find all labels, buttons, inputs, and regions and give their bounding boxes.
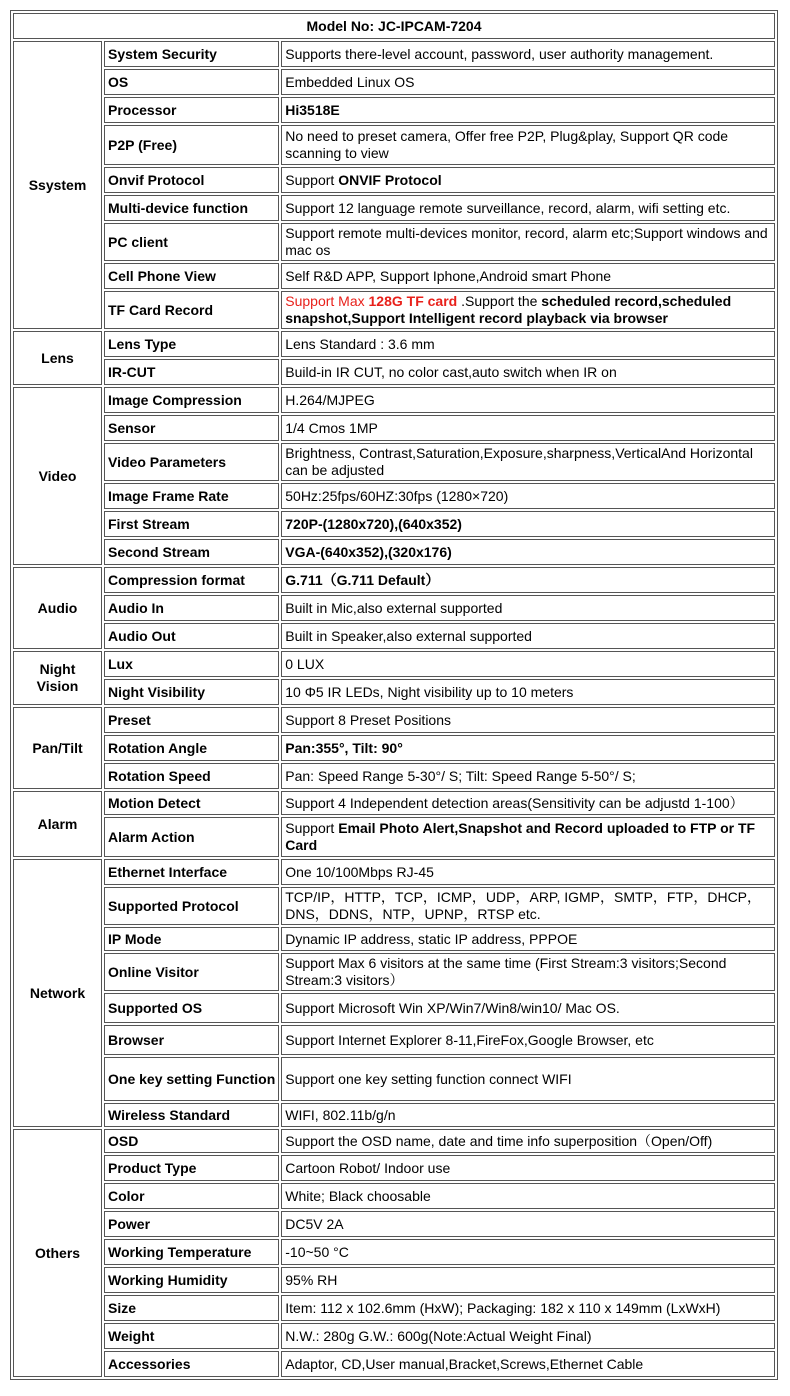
spec-value: [281, 1267, 775, 1293]
spec-value-text: DC5V 2A: [285, 1215, 344, 1232]
spec-value: [281, 511, 775, 537]
spec-parameter: One key setting Function: [104, 1057, 279, 1101]
spec-parameter: Compression format: [104, 567, 279, 593]
spec-parameter: Accessories: [104, 1351, 279, 1377]
spec-value: [281, 887, 775, 925]
spec-parameter: Video Parameters: [104, 443, 279, 481]
spec-value-text: Lens Standard : 3.6 mm: [285, 335, 435, 352]
spec-parameter: System Security: [104, 41, 279, 67]
spec-value-text: Support remote multi-devices monitor, record, alarm etc;Support windows and mac os: [285, 225, 768, 258]
spec-row: [13, 707, 775, 733]
spec-parameter: First Stream: [104, 511, 279, 537]
spec-value-text: ONVIF Protocol: [338, 171, 442, 188]
spec-parameter: Preset: [104, 707, 279, 733]
spec-value: [281, 735, 775, 761]
spec-parameter: Second Stream: [104, 539, 279, 565]
spec-value: [281, 359, 775, 385]
spec-value: [281, 595, 775, 621]
spec-value-text: No need to preset camera, Offer free P2P, Plug&play, Support QR code scanning to view: [285, 128, 729, 161]
spec-row: [13, 331, 775, 357]
spec-value-text: 1/4 Cmos 1MP: [285, 419, 378, 436]
spec-value: [281, 567, 775, 593]
spec-row: [13, 1267, 775, 1293]
spec-parameter: Sensor: [104, 415, 279, 441]
spec-value: [281, 69, 775, 95]
spec-parameter: TF Card Record: [104, 291, 279, 329]
spec-value: [281, 1211, 775, 1237]
model-title: Model No: JC-IPCAM-7204: [13, 13, 775, 39]
spec-value-text: Support one key setting function connect WIFI: [285, 1070, 572, 1087]
spec-value-text: -10~50 °C: [285, 1243, 349, 1260]
spec-row: [13, 125, 775, 165]
spec-value-text: Support: [285, 171, 339, 188]
spec-value-text: scheduled record,scheduled snapshot,Support Intelligent record playback via browser: [285, 293, 732, 326]
spec-row: [13, 993, 775, 1023]
spec-value: [281, 125, 775, 165]
spec-row: [13, 859, 775, 885]
spec-parameter: OS: [104, 69, 279, 95]
spec-value: [281, 483, 775, 509]
spec-parameter: Audio Out: [104, 623, 279, 649]
spec-row: [13, 483, 775, 509]
spec-row: [13, 223, 775, 261]
spec-row: [13, 511, 775, 537]
spec-parameter: Night Visibility: [104, 679, 279, 705]
spec-parameter: Browser: [104, 1025, 279, 1055]
spec-row: [13, 359, 775, 385]
spec-value-text: .Support the: [461, 293, 542, 309]
spec-value: [281, 195, 775, 221]
spec-value: [281, 1057, 775, 1101]
section-label: Pan/Tilt: [13, 707, 102, 789]
spec-value-text: Self R&D APP, Support Iphone,Android smart Phone: [285, 267, 612, 284]
spec-value-text: Support Max 6 visitors at the same time (First Stream:3 visitors;Second Stream:3 visitors）: [285, 955, 727, 988]
spec-value-text: TCP/IP，HTTP，TCP，ICMP，UDP，ARP, IGMP，SMTP，FTP，DHCP，DNS，DDNS，NTP，UPNP，RTSP etc.: [285, 889, 762, 922]
spec-value-text: Build-in IR CUT, no color cast,auto switch when IR on: [285, 363, 617, 380]
spec-value-text: Support: [285, 820, 339, 836]
spec-value: [281, 707, 775, 733]
spec-parameter: P2P (Free): [104, 125, 279, 165]
spec-value: [281, 763, 775, 789]
spec-parameter: Audio In: [104, 595, 279, 621]
spec-parameter: Ethernet Interface: [104, 859, 279, 885]
spec-value-text: 50Hz:25fps/60HZ:30fps (1280×720): [285, 487, 509, 504]
spec-value: [281, 679, 775, 705]
spec-parameter: Supported Protocol: [104, 887, 279, 925]
spec-parameter: Rotation Angle: [104, 735, 279, 761]
spec-value: [281, 993, 775, 1023]
spec-parameter: Product Type: [104, 1155, 279, 1181]
spec-row: [13, 595, 775, 621]
spec-parameter: Image Frame Rate: [104, 483, 279, 509]
section-label: Audio: [13, 567, 102, 649]
section-label: Lens: [13, 331, 102, 385]
spec-value-text: Brightness, Contrast,Saturation,Exposure,sharpness,VerticalAnd Horizontal can be adjusted: [285, 445, 753, 478]
section-label: Others: [13, 1129, 102, 1377]
spec-value-text: Hi3518E: [285, 101, 340, 118]
spec-value-text: Support Internet Explorer 8-11,FireFox,Google Browser, etc: [285, 1031, 654, 1048]
spec-row: [13, 791, 775, 815]
spec-row: [13, 735, 775, 761]
spec-value-text: One 10/100Mbps RJ-45: [285, 863, 434, 880]
spec-value: [281, 415, 775, 441]
spec-row: [13, 763, 775, 789]
spec-value: [281, 859, 775, 885]
spec-value: [281, 927, 775, 951]
spec-value-text: N.W.: 280g G.W.: 600g(Note:Actual Weight Final): [285, 1327, 592, 1344]
spec-value-text: WIFI, 802.11b/g/n: [285, 1106, 396, 1123]
spec-parameter: Lux: [104, 651, 279, 677]
spec-row: [13, 1351, 775, 1377]
spec-value-text: Pan:355°, Tilt: 90°: [285, 739, 403, 756]
spec-row: [13, 97, 775, 123]
spec-row: [13, 291, 775, 329]
spec-row: [13, 1057, 775, 1101]
spec-row: [13, 567, 775, 593]
spec-parameter: OSD: [104, 1129, 279, 1153]
spec-value: [281, 97, 775, 123]
spec-row: [13, 539, 775, 565]
spec-row: [13, 69, 775, 95]
spec-value: [281, 1295, 775, 1321]
spec-row: [13, 387, 775, 413]
spec-row: [13, 195, 775, 221]
spec-parameter: Power: [104, 1211, 279, 1237]
spec-row: [13, 953, 775, 991]
spec-parameter: Wireless Standard: [104, 1103, 279, 1127]
spec-parameter: IR-CUT: [104, 359, 279, 385]
section-label: Alarm: [13, 791, 102, 857]
spec-parameter: Image Compression: [104, 387, 279, 413]
spec-value-text: Support Max: [285, 293, 369, 309]
spec-value: [281, 817, 775, 857]
spec-row: [13, 817, 775, 857]
spec-value-text: 95% RH: [285, 1271, 338, 1288]
spec-value: [281, 539, 775, 565]
spec-value-text: Support 12 language remote surveillance, record, alarm, wifi setting etc.: [285, 199, 731, 216]
spec-value-text: Pan: Speed Range 5-30°/ S; Tilt: Speed Range 5-50°/ S;: [285, 767, 636, 784]
spec-value-text: Supports there-level account, password, user authority management.: [285, 45, 714, 62]
spec-value: [281, 443, 775, 481]
spec-value: [281, 791, 775, 815]
spec-parameter: Lens Type: [104, 331, 279, 357]
spec-row: [13, 623, 775, 649]
section-label: Video: [13, 387, 102, 565]
spec-value: [281, 291, 775, 329]
spec-value-text: Adaptor, CD,User manual,Bracket,Screws,Ethernet Cable: [285, 1355, 644, 1372]
spec-value: [281, 1129, 775, 1153]
spec-value: [281, 1323, 775, 1349]
spec-value-text: Built in Mic,also external supported: [285, 599, 503, 616]
spec-parameter: Cell Phone View: [104, 263, 279, 289]
spec-parameter: Working Humidity: [104, 1267, 279, 1293]
spec-row: [13, 1129, 775, 1153]
spec-value-text: 0 LUX: [285, 655, 325, 672]
spec-parameter: Onvif Protocol: [104, 167, 279, 193]
spec-value: [281, 623, 775, 649]
spec-row: [13, 1183, 775, 1209]
title-row: [13, 13, 775, 39]
spec-value: [281, 953, 775, 991]
spec-value-text: White; Black choosable: [285, 1187, 431, 1204]
spec-value: [281, 651, 775, 677]
spec-value-text: VGA-(640x352),(320x176): [285, 543, 452, 560]
spec-parameter: PC client: [104, 223, 279, 261]
spec-row: [13, 887, 775, 925]
spec-value-text: Item: 112 x 102.6mm (HxW); Packaging: 182 x 110 x 149mm (LxWxH): [285, 1299, 721, 1316]
spec-parameter: Weight: [104, 1323, 279, 1349]
spec-value-text: Support Microsoft Win XP/Win7/Win8/win10/ Mac OS.: [285, 999, 620, 1016]
spec-value-text: Dynamic IP address, static IP address, PPPOE: [285, 930, 578, 947]
spec-value: [281, 1351, 775, 1377]
spec-row: [13, 167, 775, 193]
spec-value-text: Support 4 Independent detection areas(Sensitivity can be adjustd 1-100）: [285, 794, 744, 811]
spec-value-text: H.264/MJPEG: [285, 391, 375, 408]
spec-row: [13, 1103, 775, 1127]
spec-value-text: Cartoon Robot/ Indoor use: [285, 1159, 451, 1176]
spec-parameter: Size: [104, 1295, 279, 1321]
spec-value-text: 128G TF card: [368, 293, 462, 309]
spec-row: [13, 443, 775, 481]
spec-value: [281, 223, 775, 261]
spec-value: [281, 167, 775, 193]
spec-row: [13, 1025, 775, 1055]
spec-value: [281, 387, 775, 413]
spec-parameter: Alarm Action: [104, 817, 279, 857]
spec-value: [281, 331, 775, 357]
spec-row: [13, 263, 775, 289]
spec-parameter: Rotation Speed: [104, 763, 279, 789]
spec-value: [281, 1155, 775, 1181]
spec-value: [281, 1183, 775, 1209]
spec-row: [13, 1323, 775, 1349]
spec-row: [13, 1239, 775, 1265]
spec-row: [13, 41, 775, 67]
spec-row: [13, 679, 775, 705]
spec-value: [281, 1025, 775, 1055]
spec-row: [13, 651, 775, 677]
section-label: Ssystem: [13, 41, 102, 329]
spec-value: [281, 263, 775, 289]
spec-value-text: 10 Φ5 IR LEDs, Night visibility up to 10 meters: [285, 683, 574, 700]
spec-value-text: Support 8 Preset Positions: [285, 711, 452, 728]
spec-value-text: Support the OSD name, date and time info superposition（Open/Off): [285, 1132, 713, 1149]
spec-row: [13, 1211, 775, 1237]
spec-parameter: Color: [104, 1183, 279, 1209]
spec-value-text: Built in Speaker,also external supported: [285, 627, 532, 644]
spec-value: [281, 1239, 775, 1265]
spec-row: [13, 1295, 775, 1321]
spec-parameter: Supported OS: [104, 993, 279, 1023]
spec-parameter: IP Mode: [104, 927, 279, 951]
spec-value-text: G.711（G.711 Default）: [285, 571, 440, 588]
spec-parameter: Online Visitor: [104, 953, 279, 991]
spec-table: [10, 10, 778, 1380]
section-label: Night Vision: [13, 651, 102, 705]
spec-value: [281, 41, 775, 67]
spec-row: [13, 415, 775, 441]
section-label: Network: [13, 859, 102, 1127]
spec-parameter: Multi-device function: [104, 195, 279, 221]
spec-row: [13, 1155, 775, 1181]
spec-parameter: Working Temperature: [104, 1239, 279, 1265]
spec-value-text: Email Photo Alert,Snapshot and Record uploaded to FTP or TF Card: [285, 820, 756, 853]
spec-value-text: Embedded Linux OS: [285, 73, 415, 90]
spec-value: [281, 1103, 775, 1127]
spec-row: [13, 927, 775, 951]
spec-parameter: Motion Detect: [104, 791, 279, 815]
spec-value-text: 720P-(1280x720),(640x352): [285, 515, 462, 532]
spec-parameter: Processor: [104, 97, 279, 123]
